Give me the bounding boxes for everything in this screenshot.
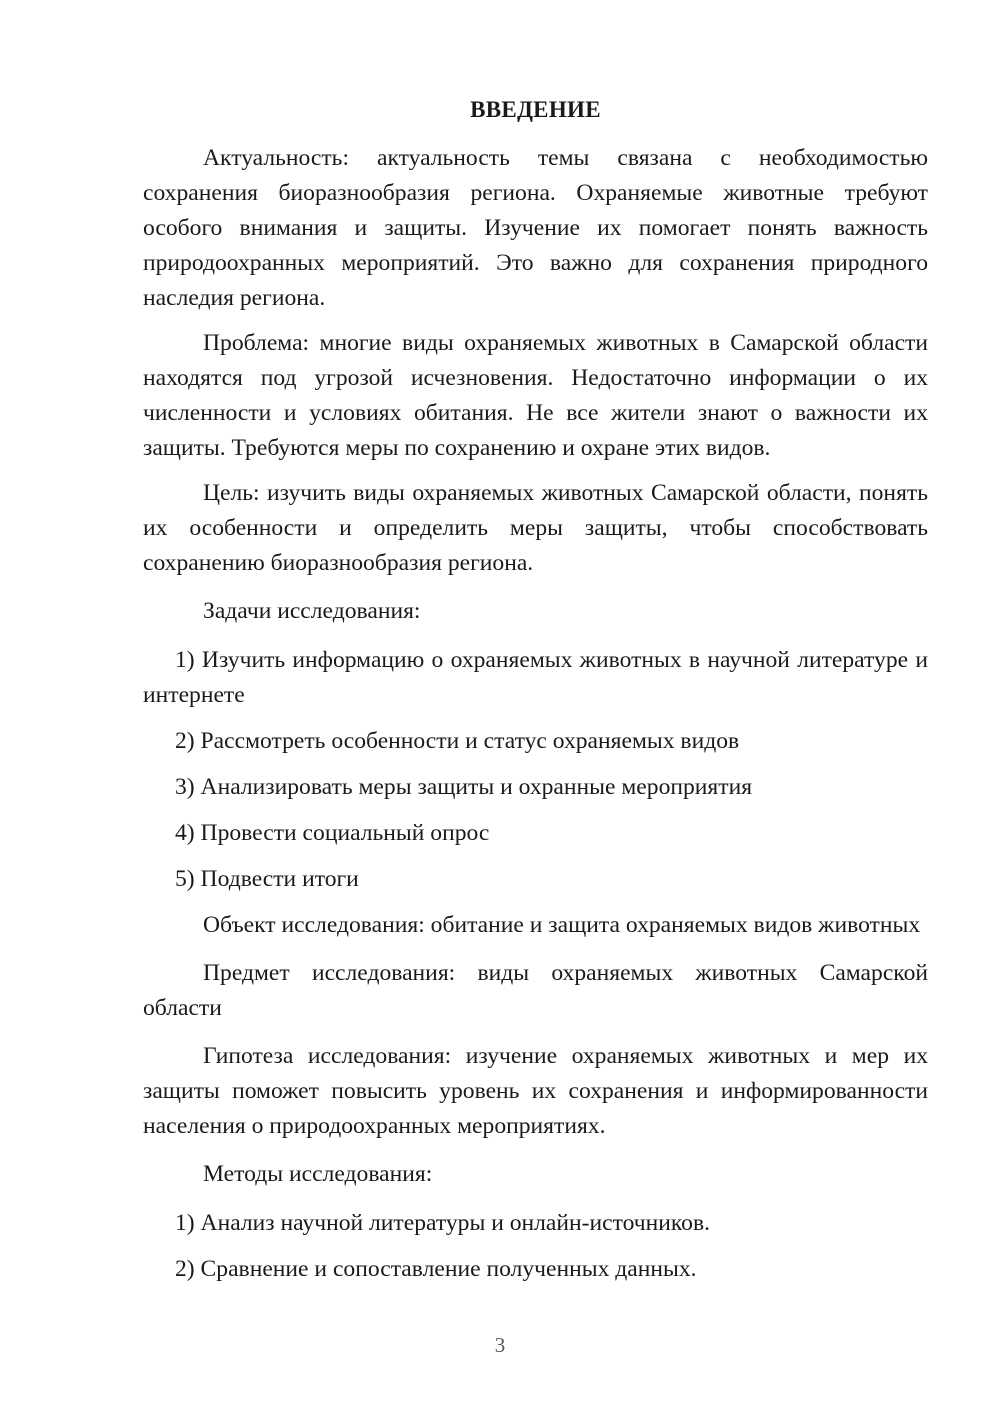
task-item-2: 2) Рассмотреть особенности и статус охраняемых видов bbox=[175, 728, 740, 754]
object-paragraph: Объект исследования: обитание и защита охраняемых видов животных bbox=[203, 912, 921, 938]
task-item-1: 1) Изучить информацию о охраняемых животных в научной литературе и интернете bbox=[143, 647, 928, 708]
page-number: 3 bbox=[494, 1333, 506, 1357]
hypothesis-paragraph: Гипотеза исследования: изучение охраняемых животных и мер их защиты поможет повысить уровень их сохранения и информированности населения о природоохранных мероприятиях. bbox=[143, 1043, 928, 1139]
task-item-4: 4) Провести социальный опрос bbox=[175, 820, 490, 846]
method-item-2: 2) Сравнение и сопоставление полученных данных. bbox=[175, 1256, 697, 1282]
task-item-5: 5) Подвести итоги bbox=[175, 866, 359, 892]
methods-heading: Методы исследования: bbox=[203, 1161, 433, 1187]
task-item-3: 3) Анализировать меры защиты и охранные мероприятия bbox=[175, 774, 753, 800]
goal-paragraph: Цель: изучить виды охраняемых животных Самарской области, понять их особенности и определить меры защиты, чтобы способствовать сохранению биоразнообразия региона. bbox=[143, 480, 928, 576]
section-title: ВВЕДЕНИЕ bbox=[470, 97, 601, 122]
relevance-paragraph: Актуальность: актуальность темы связана с необходимостью сохранения биоразнообразия региона. Охраняемые животные требуют особого внимания и защиты. Изучение их помогает понять важность природоохранных мероприятий. Это важно для сохранения природного наследия региона. bbox=[143, 145, 928, 311]
subject-paragraph: Предмет исследования: виды охраняемых животных Самарской области bbox=[143, 960, 928, 1021]
document-page bbox=[143, 92, 928, 1298]
problem-paragraph: Проблема: многие виды охраняемых животных в Самарской области находятся под угрозой исчезновения. Недостаточно информации о их численности и условиях обитания. Не все жители знают о важности их защиты. Требуются меры по сохранению и охране этих видов. bbox=[143, 330, 928, 461]
tasks-heading: Задачи исследования: bbox=[203, 598, 421, 624]
method-item-1: 1) Анализ научной литературы и онлайн-источников. bbox=[175, 1210, 711, 1236]
